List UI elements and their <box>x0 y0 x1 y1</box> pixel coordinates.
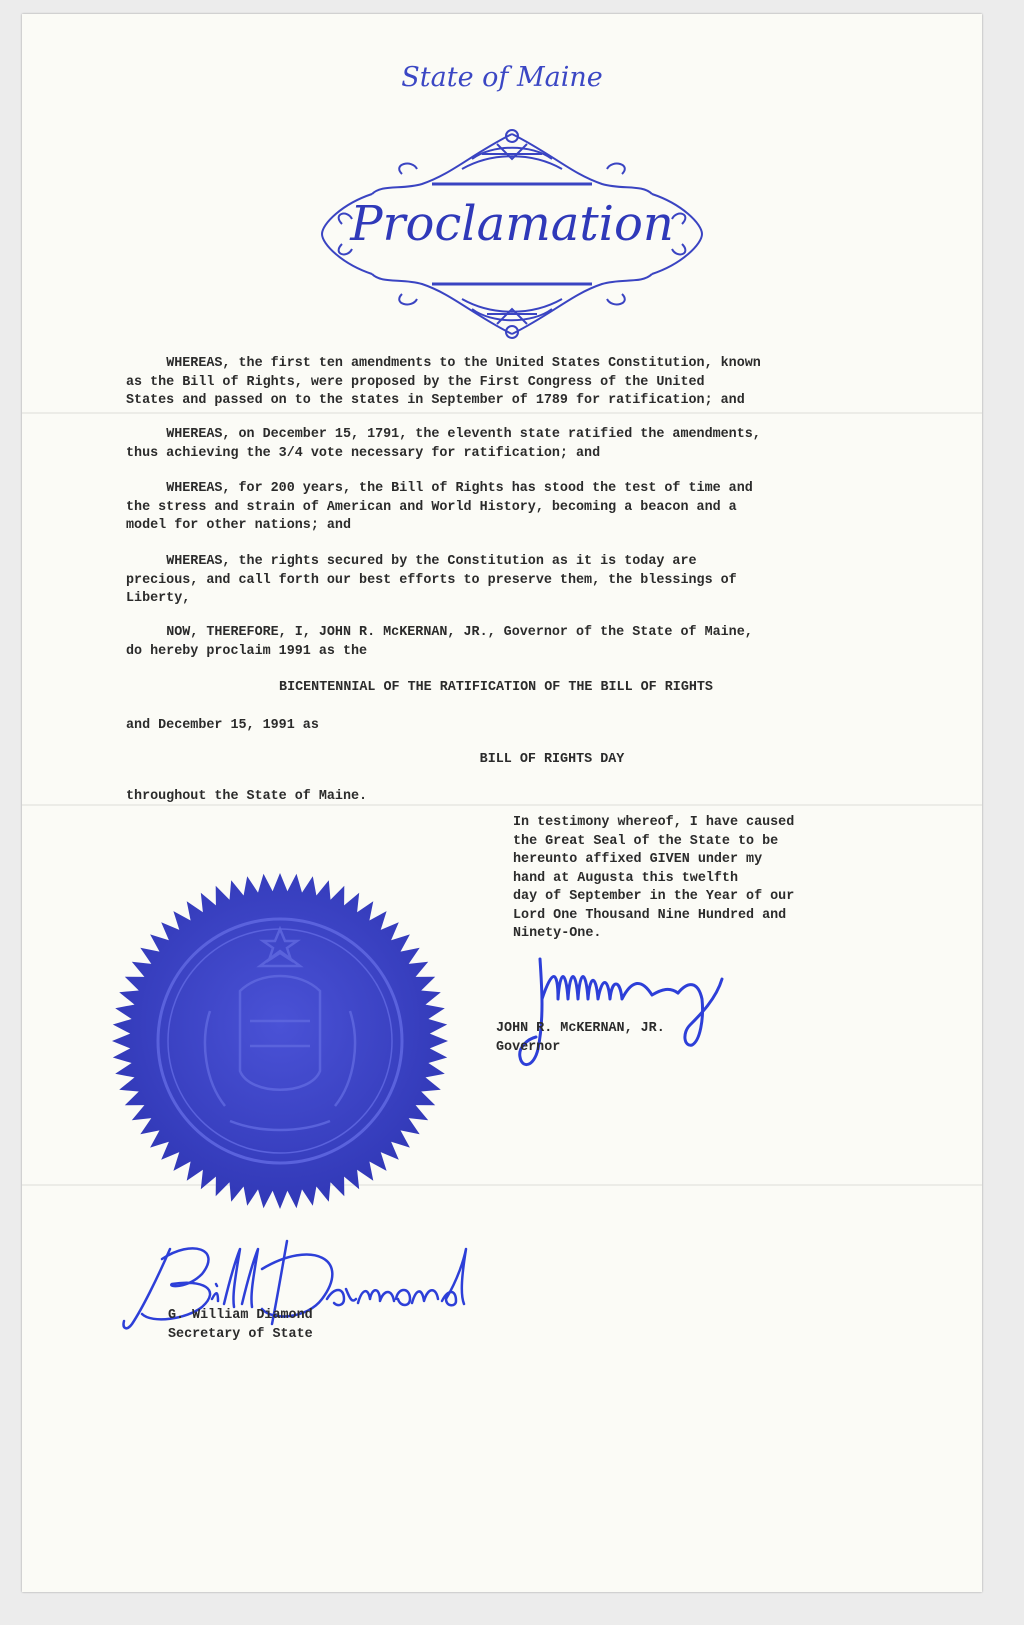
secretary-name: G. William Diamond <box>168 1308 313 1323</box>
governor-title: Governor <box>496 1040 561 1055</box>
proclamation-document <box>22 14 982 1592</box>
whereas-paragraph-2: WHEREAS, on December 15, 1791, the eleventh state ratified the amendments, thus achieving the 3/4 vote necessary for ratification; and <box>126 427 761 461</box>
proclamation-title: Proclamation <box>350 196 674 252</box>
therefore-paragraph: NOW, THEREFORE, I, JOHN R. McKERNAN, JR., Governor of the State of Maine, do hereby proclaim 1991 as the <box>126 625 753 659</box>
great-seal <box>110 871 450 1211</box>
closing-line: throughout the State of Maine. <box>126 789 368 804</box>
governor-name: JOHN R. McKERNAN, JR. <box>496 1021 665 1036</box>
whereas-paragraph-1: WHEREAS, the first ten amendments to the United States Constitution, known as the Bill of Rights, were proposed by the First Congress of the United States and passed on to the states in September of 1789 for ratification; and <box>126 356 761 408</box>
whereas-paragraph-4: WHEREAS, the rights secured by the Constitution as it is today are precious, and call forth our best efforts to preserve them, the blessings of Liberty, <box>126 554 737 606</box>
date-line: and December 15, 1991 as <box>126 718 319 733</box>
proclaimed-day: BILL OF RIGHTS DAY <box>479 752 625 767</box>
testimony-paragraph: In testimony whereof, I have caused the Great Seal of the State to be hereunto affixed GIVEN under my hand at Augusta this twelfth day of September in the Year of our Lord One Thousand Nine Hundred and Ninety-One. <box>513 815 795 941</box>
fold-line <box>22 412 982 414</box>
secretary-title: Secretary of State <box>168 1327 313 1342</box>
state-heading: State of Maine <box>401 62 603 93</box>
proclaimed-title: BICENTENNIAL OF THE RATIFICATION OF THE BILL OF RIGHTS <box>279 680 713 695</box>
proclamation-emblem <box>302 114 722 354</box>
whereas-paragraph-3: WHEREAS, for 200 years, the Bill of Rights has stood the test of time and the stress and strain of American and World History, becoming a beacon and a model for other nations; and <box>126 481 753 533</box>
seal-emblem <box>110 871 450 1211</box>
